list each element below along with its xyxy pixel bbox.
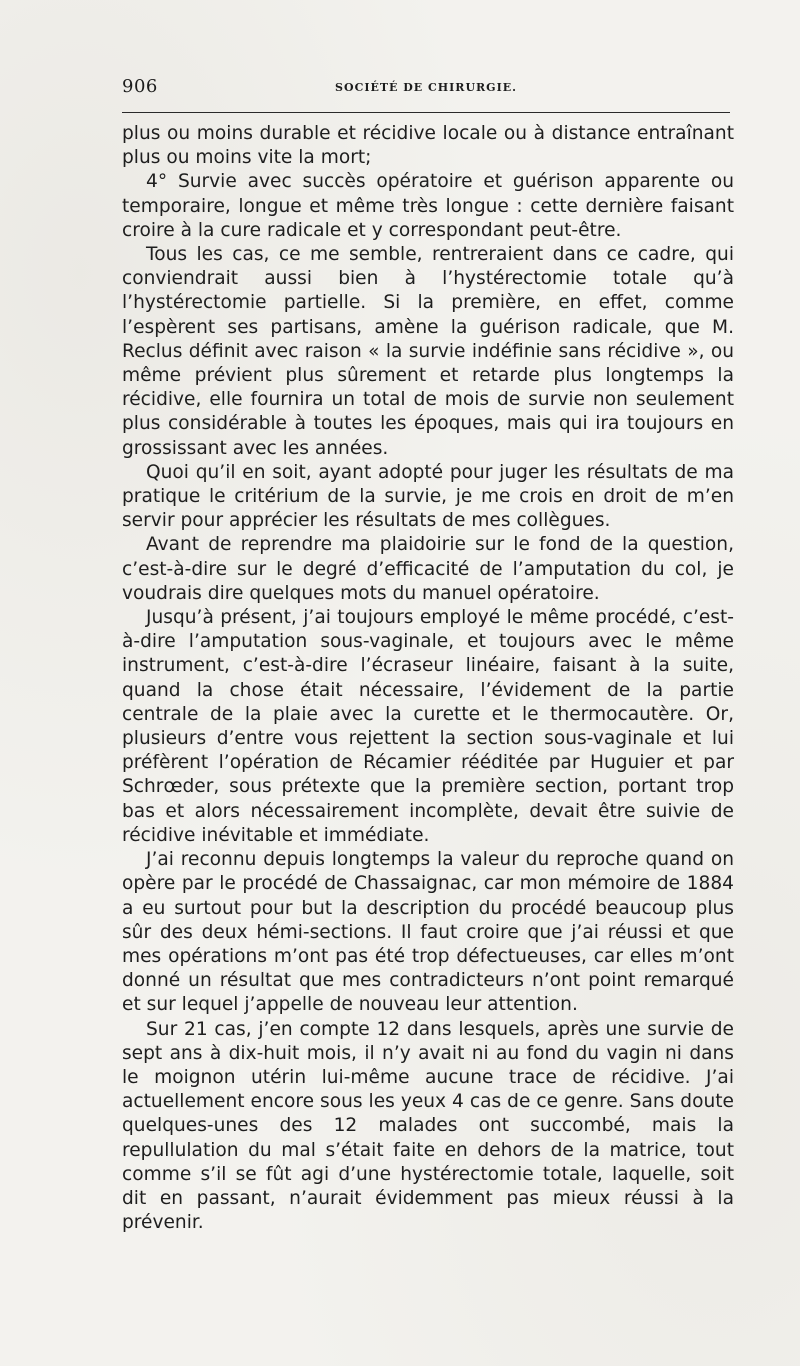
- paragraph-operative-manual: Avant de reprendre ma plaidoirie sur le fond de la question, c’est-à-dire sur le degré d’efficacité de l’amputation du col, je voudrais dire quelques mots du manuel opératoire.: [122, 534, 734, 604]
- page-number: 906: [122, 76, 158, 97]
- paragraph-chassaignac: J’ai reconnu depuis longtemps la valeur du reproche quand on opère par le procédé de Chassaignac, car mon mémoire de 1884 a eu surtout pour but la description du procédé beaucoup plus sûr des deux hémi-sections. Il faut croire que j’ai réussi et que mes opérations m’ont pas été trop défectueuses, car elles m’ont donné un résultat que mes contradicteurs n’ont point remarqué et sur lequel j’appelle de nouveau leur attention.: [122, 849, 734, 1016]
- running-head: SOCIÉTÉ DE CHIRURGIE.: [335, 81, 517, 94]
- page-header: [122, 76, 730, 102]
- paragraph-results: Sur 21 cas, j’en compte 12 dans lesquels, après une survie de sept ans à dix-huit mois, il n’y avait ni au fond du vagin ni dans le moignon utérin lui-même aucune trace de récidive. J’ai actuellement encore sous les yeux 4 cas de ce genre. Sans doute quelques-unes des 12 malades ont succombé, mais la repullulation du mal s’était faite en dehors de la matrice, tout comme s’il se fût agi d’une hystérectomie totale, laquelle, soit dit en passant, n’aurait évidemment pas mieux réussi à la prévenir.: [122, 1018, 734, 1234]
- paragraph-criterion: Quoi qu’il en soit, ayant adopté pour juger les résultats de ma pratique le critérium de la survie, je me crois en droit de m’en servir pour apprécier les résultats de mes collègues.: [122, 461, 734, 532]
- paragraph-continuation: plus ou moins durable et récidive locale ou à distance entraînant plus ou moins vite la mort;: [122, 123, 734, 169]
- paragraph-procedure: Jusqu’à présent, j’ai toujours employé le même procédé, c’est-à-dire l’amputation sous-vaginale, et toujours avec le même instrument, c’est-à-dire l’écraseur linéaire, faisant à la suite, quand la chose était nécessaire, l’évidement de la partie centrale de la plaie avec la curette et le thermocautère. Or, plusieurs d’entre vous rejettent la section sous-vaginale et lui préfèrent l’opération de Récamier rééditée par Huguier et par Schrœder, sous prétexte que la première section, portant trop bas et alors nécessairement incomplète, devait être suivie de récidive inévitable et immédiate.: [122, 607, 734, 846]
- paragraph-hysterectomy: Tous les cas, ce me semble, rentreraient dans ce cadre, qui conviendrait aussi bien à l’hystérectomie totale qu’à l’hystérectomie partielle. Si la première, en effet, comme l’espèrent ses partisans, amène la guérison radicale, que M. Reclus définit avec raison « la survie indéfinie sans récidive », ou même prévient plus sûrement et retarde plus longtemps la récidive, elle fournira un total de mois de survie non seulement plus considérable à toutes les époques, mais qui ira toujours en grossissant avec les années.: [122, 244, 734, 459]
- header-rule: [122, 112, 730, 113]
- paragraph-survival-item-4: 4° Survie avec succès opératoire et guérison apparente ou temporaire, longue et même très longue : cette dernière faisant croire à la cure radicale et y correspondant peut-être.: [122, 171, 734, 241]
- body-text: [122, 122, 734, 1235]
